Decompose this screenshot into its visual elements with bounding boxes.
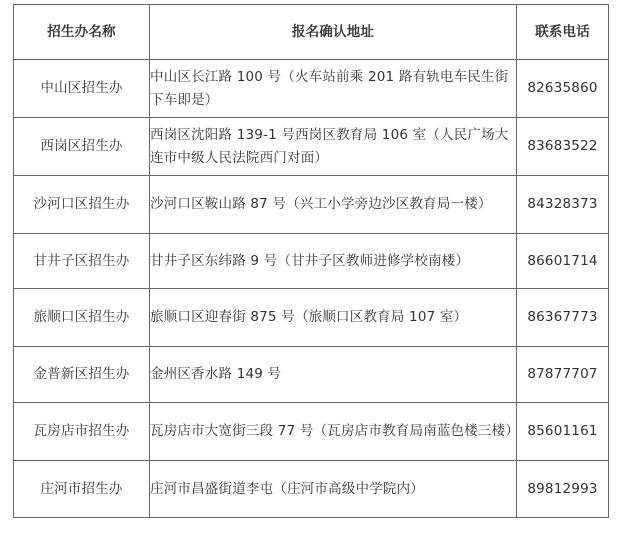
phone-cell: 86367773: [517, 289, 609, 347]
address-cell: 金州区香水路 149 号: [150, 347, 517, 403]
table-row: [14, 234, 609, 289]
phone-cell: 83683522: [517, 118, 609, 176]
office-name-cell: 中山区招生办: [14, 60, 150, 118]
address-cell: 庄河市昌盛街道李屯（庄河市高级中学院内）: [150, 461, 517, 518]
address-cell: 西岗区沈阳路 139-1 号西岗区教育局 106 室（人民广场大连市中级人民法院西门对面）: [150, 118, 517, 176]
table-header-row: [14, 5, 609, 60]
table-row: [14, 176, 609, 234]
phone-cell: 87877707: [517, 347, 609, 403]
table-row: [14, 347, 609, 403]
header-office-name: 招生办名称: [14, 5, 150, 60]
office-name-cell: 沙河口区招生办: [14, 176, 150, 234]
office-name-cell: 西岗区招生办: [14, 118, 150, 176]
phone-cell: 85601161: [517, 403, 609, 461]
phone-cell: 84328373: [517, 176, 609, 234]
table-row: [14, 403, 609, 461]
phone-cell: 82635860: [517, 60, 609, 118]
address-cell: 沙河口区鞍山路 87 号（兴工小学旁边沙区教育局一楼）: [150, 176, 517, 234]
office-name-cell: 甘井子区招生办: [14, 234, 150, 289]
office-name-cell: 旅顺口区招生办: [14, 289, 150, 347]
address-cell: 中山区长江路 100 号（火车站前乘 201 路有轨电车民生街下车即是）: [150, 60, 517, 118]
office-name-cell: 金普新区招生办: [14, 347, 150, 403]
address-cell: 甘井子区东纬路 9 号（甘井子区教师进修学校南楼）: [150, 234, 517, 289]
table-row: [14, 461, 609, 518]
address-cell: 旅顺口区迎春街 875 号（旅顺口区教育局 107 室）: [150, 289, 517, 347]
header-phone: 联系电话: [517, 5, 609, 60]
office-name-cell: 庄河市招生办: [14, 461, 150, 518]
address-cell: 瓦房店市大宽街三段 77 号（瓦房店市教育局南蓝色楼三楼）: [150, 403, 517, 461]
phone-cell: 89812993: [517, 461, 609, 518]
office-name-cell: 瓦房店市招生办: [14, 403, 150, 461]
header-address: 报名确认地址: [150, 5, 517, 60]
admissions-office-table: [13, 4, 609, 518]
table-row: [14, 289, 609, 347]
table-row: [14, 118, 609, 176]
phone-cell: 86601714: [517, 234, 609, 289]
table-row: [14, 60, 609, 118]
